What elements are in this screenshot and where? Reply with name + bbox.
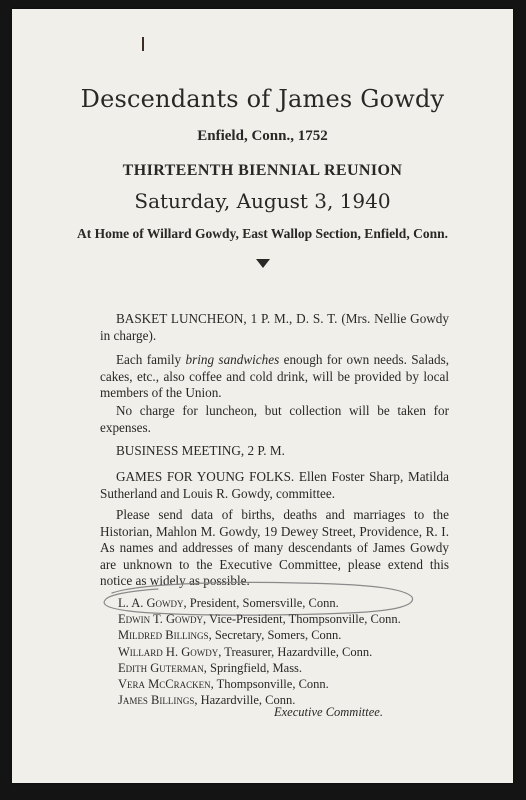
- executive-committee-signature: Executive Committee.: [274, 705, 383, 719]
- paragraph-luncheon: [100, 311, 449, 344]
- paragraph-text: GAMES FOR YOUNG FOLKS. Ellen Foster Sharp, Matilda Sutherland and Louis R. Gowdy, committee.: [100, 469, 449, 501]
- committee-list: [118, 595, 401, 708]
- paragraph-business: [100, 443, 449, 460]
- paragraph-text: BASKET LUNCHEON, 1 P. M., D. S. T. (Mrs. Nellie Gowdy in charge).: [100, 311, 449, 343]
- committee-member: [118, 595, 401, 611]
- reunion-location: At Home of Willard Gowdy, East Wallop Section, Enfield, Conn.: [77, 226, 448, 241]
- member-name: Edwin T. Gowdy: [118, 612, 204, 627]
- reunion-date: Saturday, August 3, 1940: [134, 189, 391, 213]
- member-role: , Hazardville, Conn.: [194, 693, 296, 708]
- committee-member: [118, 611, 401, 627]
- member-name: L. A. Gowdy: [118, 596, 184, 610]
- page-subtitle: Enfield, Conn., 1752: [197, 128, 328, 144]
- paragraph-family: [100, 352, 449, 402]
- member-role: , Springfield, Mass.: [203, 660, 303, 675]
- member-name: Mildred Billings: [118, 628, 209, 643]
- paragraph-charge: [100, 403, 449, 436]
- member-role: , Thompsonville, Conn.: [210, 676, 329, 691]
- italic-text: bring sandwiches: [185, 352, 280, 367]
- document-page: [12, 9, 513, 783]
- ink-mark: [142, 37, 144, 51]
- page-title: Descendants of James Gowdy: [80, 85, 445, 113]
- reunion-heading: THIRTEENTH BIENNIAL REUNION: [122, 162, 403, 179]
- paragraph-text: No charge for luncheon, but collection will be taken for expenses.: [100, 403, 449, 435]
- paragraph-text: [100, 352, 449, 402]
- text-span: enough for own needs. Salads, cakes, etc., also coffee and cold drink, will be provided by local members of the Union.: [100, 352, 449, 400]
- member-role: , Vice-President, Thompsonville, Conn.: [203, 612, 401, 627]
- committee-member: [118, 627, 401, 643]
- paragraph-text: Please send data of births, deaths and marriages to the Historian, Mahlon M. Gowdy, 19 Dewey Street, Providence, R. I. As names and addresses of many descendants of James Gowdy are unknown to the Executive Committee, please extend this notice as widely as possible.: [100, 507, 449, 588]
- paragraph-text: BUSINESS MEETING, 2 P. M.: [116, 443, 285, 458]
- member-role: , Treasurer, Hazardville, Conn.: [218, 644, 373, 659]
- member-name: Willard H. Gowdy: [118, 644, 219, 659]
- down-triangle-icon: [256, 259, 270, 268]
- text-span: Each family: [116, 352, 186, 367]
- committee-member: [118, 644, 401, 660]
- paragraph-games: [100, 469, 449, 502]
- member-role: , Secretary, Somers, Conn.: [208, 628, 342, 643]
- member-name: Vera McCracken: [118, 676, 211, 691]
- member-name: James Billings: [118, 693, 195, 708]
- committee-member: [118, 676, 401, 692]
- member-name: Edith Guterman: [118, 660, 204, 675]
- member-role: , President, Somersville, Conn.: [183, 596, 339, 610]
- committee-member: [118, 660, 401, 676]
- paragraph-historian: [100, 507, 449, 590]
